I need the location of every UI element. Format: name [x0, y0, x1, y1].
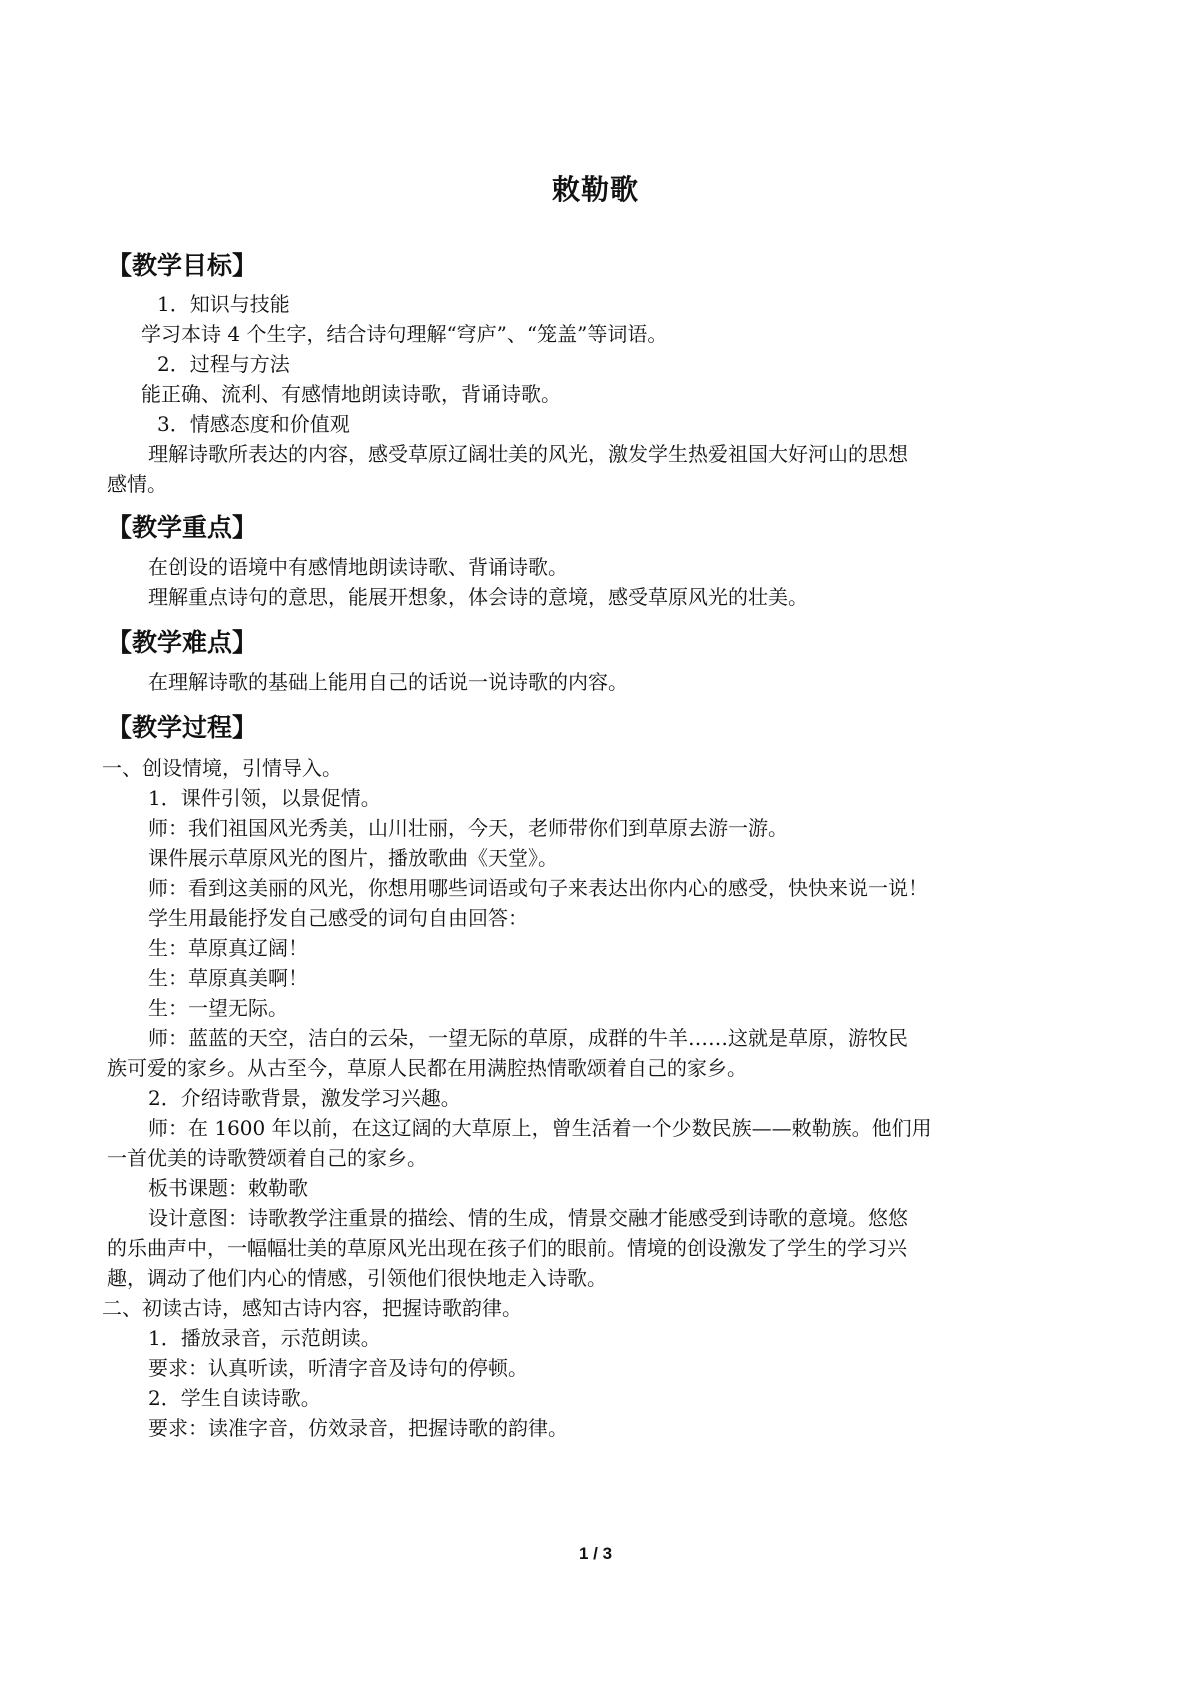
- text-line: 师：在 1600 年以前，在这辽阔的大草原上，曾生活着一个少数民族——敕勒族。他们用: [148, 1116, 932, 1140]
- text-line: 板书课题：敕勒歌: [148, 1176, 308, 1200]
- text-line: 设计意图：诗歌教学注重景的描绘、情的生成，情景交融才能感受到诗歌的意境。悠悠: [148, 1206, 908, 1230]
- text-line: 2．介绍诗歌背景，激发学习兴趣。: [148, 1086, 461, 1110]
- text-line: 能正确、流利、有感情地朗读诗歌，背诵诗歌。: [141, 382, 561, 406]
- text-line: 要求：读准字音，仿效录音，把握诗歌的韵律。: [148, 1416, 568, 1440]
- section-heading-process: 【教学过程】: [107, 713, 258, 742]
- text-line: 理解重点诗句的意思，能展开想象，体会诗的意境，感受草原风光的壮美。: [148, 585, 808, 609]
- text-line: 在理解诗歌的基础上能用自己的话说一说诗歌的内容。: [148, 670, 628, 694]
- section-heading-key-points: 【教学重点】: [107, 513, 258, 542]
- text-line: 在创设的语境中有感情地朗读诗歌、背诵诗歌。: [148, 555, 568, 579]
- page-number: 1 / 3: [578, 1544, 613, 1563]
- text-line: 生：草原真辽阔！: [148, 936, 308, 960]
- text-line: 课件展示草原风光的图片，播放歌曲《天堂》。: [148, 846, 558, 870]
- text-line: 理解诗歌所表达的内容，感受草原辽阔壮美的风光，激发学生热爱祖国大好河山的思想: [148, 442, 908, 466]
- section-heading-objectives: 【教学目标】: [107, 251, 258, 280]
- text-line: 3．情感态度和价值观: [157, 412, 350, 436]
- text-line: 一、创设情境，引情导入。: [102, 756, 342, 780]
- text-line: 学生用最能抒发自己感受的词句自由回答：: [148, 906, 528, 930]
- text-line: 族可爱的家乡。从古至今，草原人民都在用满腔热情歌颂着自己的家乡。: [107, 1056, 747, 1080]
- text-line: 趣，调动了他们内心的情感，引领他们很快地走入诗歌。: [107, 1266, 607, 1290]
- section-heading-difficulties: 【教学难点】: [107, 628, 258, 657]
- text-line: 师：蓝蓝的天空，洁白的云朵，一望无际的草原，成群的牛羊……这就是草原，游牧民: [148, 1026, 908, 1050]
- text-line: 一首优美的诗歌赞颂着自己的家乡。: [107, 1146, 427, 1170]
- text-line: 师：我们祖国风光秀美，山川壮丽，今天，老师带你们到草原去游一游。: [148, 816, 788, 840]
- text-line: 师：看到这美丽的风光，你想用哪些词语或句子来表达出你内心的感受，快快来说一说！: [148, 876, 928, 900]
- document-title: 敕勒歌: [551, 173, 639, 206]
- text-line: 的乐曲声中，一幅幅壮美的草原风光出现在孩子们的眼前。情境的创设激发了学生的学习兴: [107, 1236, 907, 1260]
- text-line: 2．过程与方法: [157, 352, 290, 376]
- text-line: 2．学生自读诗歌。: [148, 1386, 321, 1410]
- text-line: 1．课件引领，以景促情。: [148, 786, 381, 810]
- text-line: 感情。: [107, 472, 167, 496]
- text-line: 二、初读古诗，感知古诗内容，把握诗歌韵律。: [102, 1296, 522, 1320]
- text-line: 要求：认真听读，听清字音及诗句的停顿。: [148, 1356, 528, 1380]
- text-line: 学习本诗 4 个生字，结合诗句理解“穹庐”、“笼盖”等词语。: [141, 322, 668, 346]
- text-line: 1．播放录音，示范朗读。: [148, 1326, 381, 1350]
- text-line: 生：草原真美啊！: [148, 966, 308, 990]
- text-line: 生：一望无际。: [148, 996, 288, 1020]
- text-line: 1．知识与技能: [157, 292, 290, 316]
